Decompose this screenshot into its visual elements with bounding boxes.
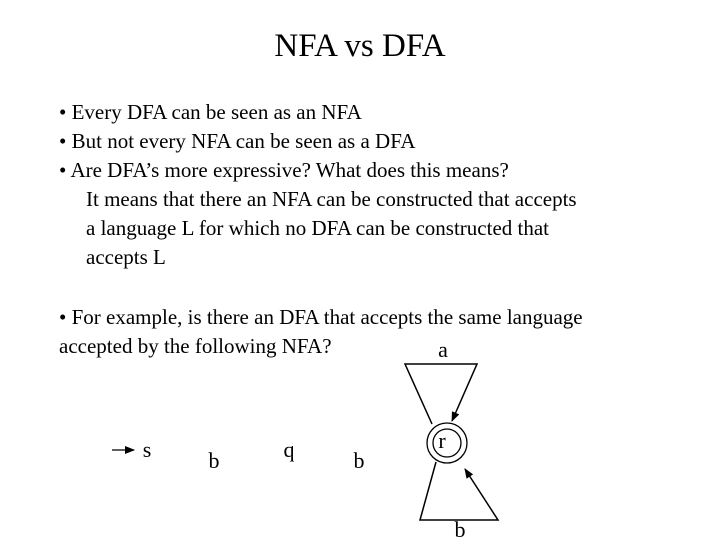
state-q-label: q bbox=[283, 437, 295, 462]
self-loop-a bbox=[405, 364, 477, 424]
example-line-1: • For example, is there an DFA that accepts the same language bbox=[59, 305, 583, 329]
explanation-line-3: accepts L bbox=[86, 245, 166, 269]
bullet-expressiveness-question: • Are DFA’s more expressive? What does this means? bbox=[59, 158, 509, 182]
self-loop-b bbox=[420, 462, 498, 520]
example-line-2: accepted by the following NFA? bbox=[59, 334, 332, 358]
state-r-label: r bbox=[438, 428, 446, 453]
self-loop-a-label: a bbox=[438, 337, 448, 362]
state-q bbox=[284, 437, 295, 462]
explanation-line-1: It means that there an NFA can be constructed that accepts bbox=[86, 187, 577, 211]
transition-s-q-label: b bbox=[208, 448, 220, 473]
slide-title: NFA vs DFA bbox=[274, 28, 446, 64]
self-loop-b-label: b bbox=[454, 517, 466, 540]
state-s-label: s bbox=[142, 437, 152, 462]
explanation-line-2: a language L for which no DFA can be constructed that bbox=[86, 216, 550, 240]
bullet-nfa-not-dfa: • But not every NFA can be seen as a DFA bbox=[59, 129, 416, 153]
transition-q-r-label: b bbox=[353, 448, 365, 473]
state-r bbox=[427, 423, 467, 463]
bullet-dfa-is-nfa: • Every DFA can be seen as an NFA bbox=[59, 100, 362, 124]
state-s bbox=[143, 437, 152, 462]
accepting-state-inner-circle bbox=[433, 429, 461, 457]
